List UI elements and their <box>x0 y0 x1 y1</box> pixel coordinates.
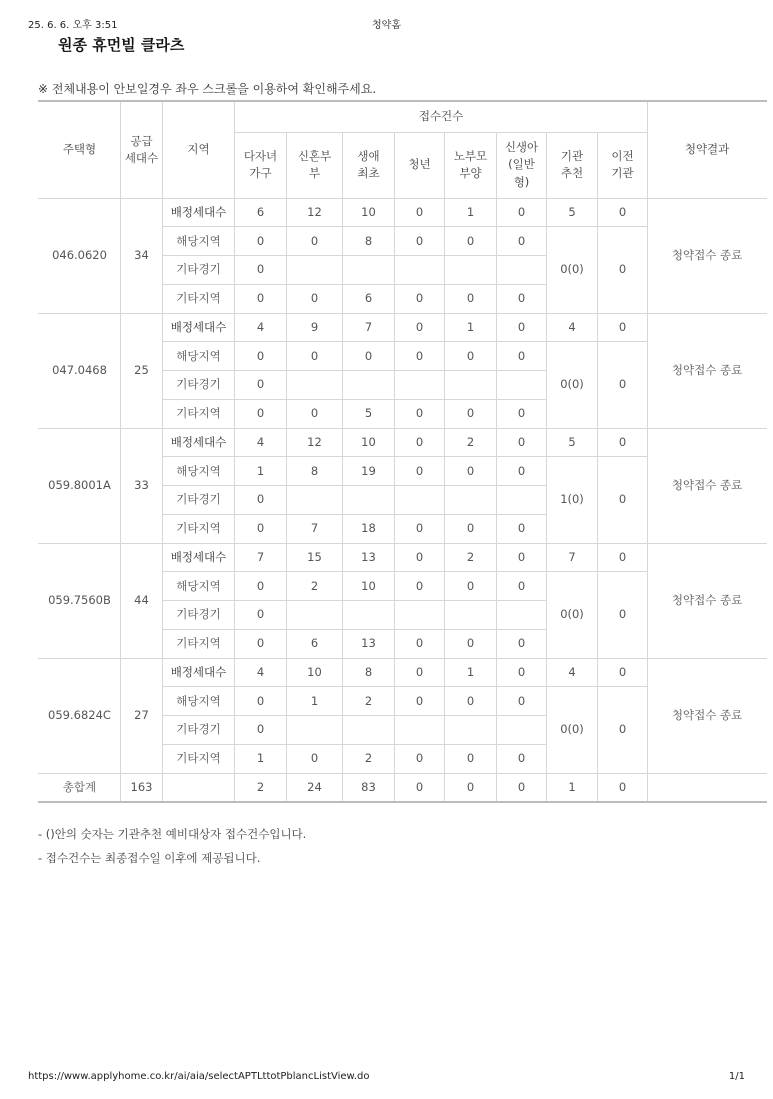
allocated-value-cell: 0 <box>395 428 445 457</box>
institution-recommend-cell: 0(0) <box>547 227 598 313</box>
result-cell: 청약접수 종료 <box>648 313 767 428</box>
local-value-cell: 0 <box>395 342 445 371</box>
empty-cell <box>497 601 547 630</box>
allocated-value-cell: 0 <box>497 658 547 687</box>
other-value-cell: 6 <box>287 629 343 658</box>
footer-page: 1/1 <box>728 1071 745 1082</box>
allocated-value-cell: 1 <box>445 313 497 342</box>
allocated-value-cell: 2 <box>445 543 497 572</box>
institution-recommend-cell: 0(0) <box>547 572 598 658</box>
other-value-cell: 0 <box>445 284 497 313</box>
gyeonggi-value-cell: 0 <box>235 601 287 630</box>
local-value-cell: 0 <box>395 572 445 601</box>
allocated-value-cell: 0 <box>598 313 648 342</box>
other-value-cell: 0 <box>497 744 547 773</box>
allocated-value-cell: 8 <box>343 658 395 687</box>
relocation-cell: 0 <box>598 687 648 773</box>
region-label-cell: 해당지역 <box>163 342 235 371</box>
total-value-cell: 0 <box>497 773 547 802</box>
region-label-cell: 기타지역 <box>163 399 235 428</box>
allocated-value-cell: 0 <box>497 428 547 457</box>
other-value-cell: 18 <box>343 514 395 543</box>
allocated-value-cell: 9 <box>287 313 343 342</box>
allocated-value-cell: 0 <box>598 198 648 227</box>
empty-cell <box>648 773 767 802</box>
allocated-value-cell: 4 <box>547 658 598 687</box>
header-elderly-parents-label: 노부모 부양 <box>453 148 488 180</box>
total-value-cell: 24 <box>287 773 343 802</box>
allocated-value-cell: 0 <box>395 313 445 342</box>
local-value-cell: 0 <box>445 687 497 716</box>
region-label-cell: 기타지역 <box>163 744 235 773</box>
region-label-cell: 기타경기 <box>163 256 235 285</box>
header-newborn <box>497 132 547 198</box>
local-value-cell: 0 <box>287 342 343 371</box>
empty-cell <box>395 371 445 400</box>
other-value-cell: 0 <box>497 284 547 313</box>
institution-recommend-cell: 1(0) <box>547 457 598 543</box>
print-header-date: 25. 6. 6. 오후 3:51 <box>28 20 118 31</box>
gyeonggi-value-cell: 0 <box>235 716 287 745</box>
header-elderly-parents <box>445 132 497 198</box>
other-value-cell: 0 <box>445 399 497 428</box>
local-value-cell: 0 <box>497 227 547 256</box>
other-value-cell: 0 <box>235 284 287 313</box>
header-region: 지역 <box>163 101 235 198</box>
supply-units-cell: 25 <box>121 313 163 428</box>
other-value-cell: 0 <box>287 399 343 428</box>
other-value-cell: 0 <box>395 629 445 658</box>
note-item: - ()안의 숫자는 기관추천 예비대상자 접수건수입니다. <box>38 827 307 841</box>
allocated-value-cell: 7 <box>547 543 598 572</box>
allocated-value-cell: 4 <box>235 658 287 687</box>
other-value-cell: 0 <box>445 744 497 773</box>
allocated-value-cell: 5 <box>547 428 598 457</box>
header-newlywed <box>287 132 343 198</box>
allocated-value-cell: 0 <box>497 543 547 572</box>
local-value-cell: 0 <box>497 342 547 371</box>
result-cell: 청약접수 종료 <box>648 198 767 313</box>
region-label-cell: 배정세대수 <box>163 313 235 342</box>
local-value-cell: 0 <box>445 227 497 256</box>
gyeonggi-value-cell: 0 <box>235 371 287 400</box>
other-value-cell: 0 <box>287 284 343 313</box>
empty-cell <box>287 371 343 400</box>
supply-units-cell: 34 <box>121 198 163 313</box>
empty-cell <box>287 601 343 630</box>
allocated-value-cell: 0 <box>598 543 648 572</box>
empty-cell <box>445 486 497 515</box>
allocated-value-cell: 0 <box>497 313 547 342</box>
other-value-cell: 1 <box>235 744 287 773</box>
allocated-value-cell: 4 <box>235 428 287 457</box>
housing-type-cell: 046.0620 <box>39 198 121 313</box>
allocated-value-cell: 4 <box>547 313 598 342</box>
empty-cell <box>497 486 547 515</box>
other-value-cell: 0 <box>235 399 287 428</box>
header-multi-child-label: 다자녀 가구 <box>243 148 278 180</box>
region-label-cell: 기타경기 <box>163 486 235 515</box>
total-value-cell: 0 <box>445 773 497 802</box>
header-housing-type: 주택형 <box>39 101 121 198</box>
local-value-cell: 0 <box>343 342 395 371</box>
allocated-value-cell: 0 <box>395 658 445 687</box>
other-value-cell: 0 <box>235 514 287 543</box>
notes <box>38 822 306 870</box>
local-value-cell: 0 <box>395 227 445 256</box>
allocated-value-cell: 10 <box>343 428 395 457</box>
allocated-value-cell: 0 <box>598 658 648 687</box>
allocated-value-cell: 7 <box>343 313 395 342</box>
header-newborn-label: 신생아 (일반 형) <box>504 140 539 189</box>
local-value-cell: 1 <box>235 457 287 486</box>
empty-cell <box>395 716 445 745</box>
local-value-cell: 2 <box>343 687 395 716</box>
other-value-cell: 5 <box>343 399 395 428</box>
table-body <box>39 198 767 802</box>
supply-units-cell: 44 <box>121 543 163 658</box>
other-value-cell: 0 <box>235 629 287 658</box>
empty-cell <box>445 601 497 630</box>
total-value-cell: 83 <box>343 773 395 802</box>
header-relocation-label: 이전 기관 <box>611 148 634 180</box>
total-value-cell: 1 <box>547 773 598 802</box>
local-value-cell: 0 <box>497 457 547 486</box>
other-value-cell: 0 <box>395 744 445 773</box>
header-relocation <box>598 132 648 198</box>
other-value-cell: 0 <box>497 514 547 543</box>
local-value-cell: 0 <box>235 687 287 716</box>
footer-url: https://www.applyhome.co.kr/ai/aia/selectAPTLttotPblancListView.do <box>28 1071 370 1082</box>
local-value-cell: 0 <box>497 572 547 601</box>
total-value-cell: 0 <box>395 773 445 802</box>
region-label-cell: 해당지역 <box>163 457 235 486</box>
allocated-value-cell: 5 <box>547 198 598 227</box>
local-value-cell: 19 <box>343 457 395 486</box>
local-value-cell: 0 <box>497 687 547 716</box>
note-item: - 접수건수는 최종접수일 이후에 제공됩니다. <box>38 851 261 865</box>
empty-cell <box>343 256 395 285</box>
empty-cell <box>445 371 497 400</box>
total-value-cell: 0 <box>598 773 648 802</box>
table-row-allocated <box>39 543 767 572</box>
relocation-cell: 0 <box>598 227 648 313</box>
table-row-allocated <box>39 198 767 227</box>
empty-cell <box>287 716 343 745</box>
other-value-cell: 0 <box>445 514 497 543</box>
institution-recommend-cell: 0(0) <box>547 342 598 428</box>
empty-cell <box>395 486 445 515</box>
allocated-value-cell: 0 <box>497 198 547 227</box>
header-multi-child <box>235 132 287 198</box>
region-label-cell: 배정세대수 <box>163 658 235 687</box>
other-value-cell: 0 <box>395 399 445 428</box>
region-label-cell: 해당지역 <box>163 687 235 716</box>
table-row-allocated <box>39 658 767 687</box>
other-value-cell: 2 <box>343 744 395 773</box>
empty-cell <box>497 256 547 285</box>
region-label-cell: 해당지역 <box>163 572 235 601</box>
gyeonggi-value-cell: 0 <box>235 486 287 515</box>
table-row-allocated <box>39 313 767 342</box>
table-row-total <box>39 773 767 802</box>
local-value-cell: 0 <box>235 342 287 371</box>
allocated-value-cell: 1 <box>445 198 497 227</box>
empty-cell <box>343 601 395 630</box>
allocated-value-cell: 0 <box>395 198 445 227</box>
other-value-cell: 0 <box>497 629 547 658</box>
allocated-value-cell: 10 <box>343 198 395 227</box>
empty-cell <box>163 773 235 802</box>
housing-type-cell: 059.7560B <box>39 543 121 658</box>
header-institution <box>547 132 598 198</box>
local-value-cell: 0 <box>235 227 287 256</box>
other-value-cell: 13 <box>343 629 395 658</box>
local-value-cell: 8 <box>287 457 343 486</box>
housing-type-cell: 047.0468 <box>39 313 121 428</box>
header-first-time <box>343 132 395 198</box>
header-first-time-label: 생애 최초 <box>357 148 380 180</box>
gyeonggi-value-cell: 0 <box>235 256 287 285</box>
allocated-value-cell: 13 <box>343 543 395 572</box>
local-value-cell: 2 <box>287 572 343 601</box>
empty-cell <box>445 716 497 745</box>
header-youth: 청년 <box>395 132 445 198</box>
total-value-cell: 2 <box>235 773 287 802</box>
local-value-cell: 1 <box>287 687 343 716</box>
header-result: 청약결과 <box>648 101 767 198</box>
supply-units-cell: 33 <box>121 428 163 543</box>
region-label-cell: 배정세대수 <box>163 428 235 457</box>
region-label-cell: 기타경기 <box>163 716 235 745</box>
allocated-value-cell: 12 <box>287 198 343 227</box>
empty-cell <box>445 256 497 285</box>
local-value-cell: 0 <box>395 687 445 716</box>
other-value-cell: 0 <box>497 399 547 428</box>
empty-cell <box>287 256 343 285</box>
relocation-cell: 0 <box>598 457 648 543</box>
empty-cell <box>343 486 395 515</box>
allocated-value-cell: 7 <box>235 543 287 572</box>
other-value-cell: 6 <box>343 284 395 313</box>
region-label-cell: 배정세대수 <box>163 543 235 572</box>
local-value-cell: 0 <box>287 227 343 256</box>
table-row-allocated <box>39 428 767 457</box>
result-cell: 청약접수 종료 <box>648 658 767 773</box>
page-title: 원종 휴먼빌 클라츠 <box>58 36 185 54</box>
region-label-cell: 기타지역 <box>163 514 235 543</box>
allocated-value-cell: 15 <box>287 543 343 572</box>
allocated-value-cell: 0 <box>395 543 445 572</box>
relocation-cell: 0 <box>598 342 648 428</box>
other-value-cell: 0 <box>445 629 497 658</box>
allocated-value-cell: 10 <box>287 658 343 687</box>
application-count-table <box>38 100 767 803</box>
header-institution-label: 기관 추천 <box>560 148 584 180</box>
local-value-cell: 0 <box>395 457 445 486</box>
other-value-cell: 0 <box>287 744 343 773</box>
supply-units-cell: 27 <box>121 658 163 773</box>
empty-cell <box>287 486 343 515</box>
local-value-cell: 0 <box>445 457 497 486</box>
local-value-cell: 8 <box>343 227 395 256</box>
empty-cell <box>395 601 445 630</box>
empty-cell <box>395 256 445 285</box>
total-label-cell: 총합계 <box>39 773 121 802</box>
local-value-cell: 0 <box>445 572 497 601</box>
header-applications-group: 접수건수 <box>235 101 648 132</box>
relocation-cell: 0 <box>598 572 648 658</box>
region-label-cell: 해당지역 <box>163 227 235 256</box>
empty-cell <box>497 371 547 400</box>
housing-type-cell: 059.6824C <box>39 658 121 773</box>
other-value-cell: 7 <box>287 514 343 543</box>
empty-cell <box>343 716 395 745</box>
allocated-value-cell: 2 <box>445 428 497 457</box>
other-value-cell: 0 <box>395 514 445 543</box>
allocated-value-cell: 12 <box>287 428 343 457</box>
region-label-cell: 기타경기 <box>163 601 235 630</box>
allocated-value-cell: 1 <box>445 658 497 687</box>
other-value-cell: 0 <box>395 284 445 313</box>
empty-cell <box>497 716 547 745</box>
empty-cell <box>343 371 395 400</box>
region-label-cell: 배정세대수 <box>163 198 235 227</box>
header-supply-units-label: 공급 세대수 <box>124 133 159 165</box>
scroll-notice: ※ 전체내용이 안보일경우 좌우 스크롤을 이용하여 확인해주세요. <box>38 82 377 96</box>
header-newlywed-label: 신혼부 부 <box>297 148 332 180</box>
region-label-cell: 기타경기 <box>163 371 235 400</box>
allocated-value-cell: 4 <box>235 313 287 342</box>
total-supply-cell: 163 <box>121 773 163 802</box>
allocated-value-cell: 6 <box>235 198 287 227</box>
local-value-cell: 0 <box>445 342 497 371</box>
region-label-cell: 기타지역 <box>163 284 235 313</box>
local-value-cell: 0 <box>235 572 287 601</box>
print-header-site: 청약홈 <box>372 20 401 31</box>
result-cell: 청약접수 종료 <box>648 543 767 658</box>
result-cell: 청약접수 종료 <box>648 428 767 543</box>
allocated-value-cell: 0 <box>598 428 648 457</box>
local-value-cell: 10 <box>343 572 395 601</box>
housing-type-cell: 059.8001A <box>39 428 121 543</box>
region-label-cell: 기타지역 <box>163 629 235 658</box>
header-supply-units <box>121 101 163 198</box>
institution-recommend-cell: 0(0) <box>547 687 598 773</box>
